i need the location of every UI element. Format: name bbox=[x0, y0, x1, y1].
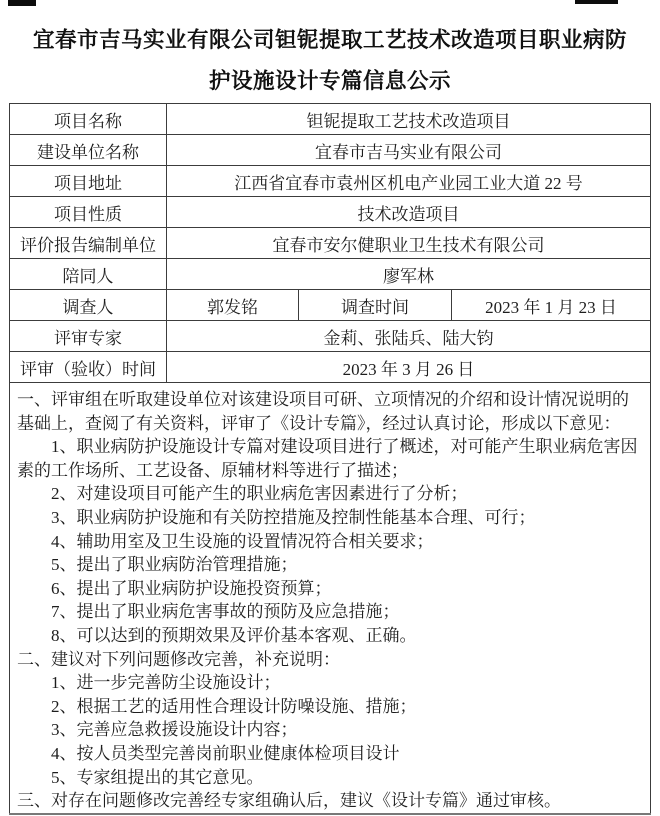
row-label: 评审专家 bbox=[10, 321, 167, 352]
table-row-accompanying-person bbox=[10, 259, 651, 290]
scan-artifact-left bbox=[8, 0, 36, 6]
row-value: 钽铌提取工艺技术改造项目 bbox=[167, 104, 651, 135]
table-row-review-experts bbox=[10, 321, 651, 352]
table-row-review-time bbox=[10, 352, 651, 383]
row-label: 调查时间 bbox=[299, 290, 452, 321]
row-value: 宜春市吉马实业有限公司 bbox=[167, 135, 651, 166]
row-value: 江西省宜春市袁州区机电产业园工业大道 22 号 bbox=[167, 166, 651, 197]
opinion-paragraph: 8、可以达到的预期效果及评价基本客观、正确。 bbox=[51, 625, 417, 645]
opinion-paragraph: 二、建议对下列问题修改完善，补充说明： bbox=[17, 649, 340, 669]
opinion-paragraph: 6、提出了职业病防护设施投资预算； bbox=[51, 578, 332, 598]
table-row-report-unit bbox=[10, 228, 651, 259]
row-label: 评审（验收）时间 bbox=[10, 352, 167, 383]
opinion-paragraph: 2、对建设项目可能产生的职业病危害因素进行了分析； bbox=[51, 484, 468, 504]
info-table bbox=[9, 103, 651, 815]
row-value: 金莉、张陆兵、陆大钧 bbox=[167, 321, 651, 352]
opinion-paragraph: 1、进一步完善防尘设施设计； bbox=[51, 673, 281, 693]
opinion-body bbox=[17, 388, 643, 813]
opinion-paragraph: 3、完善应急救援设施设计内容； bbox=[51, 720, 298, 740]
opinion-paragraph: 4、辅助用室及卫生设施的设置情况符合相关要求； bbox=[51, 531, 434, 551]
table-row-project-name bbox=[10, 104, 651, 135]
row-value: 2023 年 3 月 26 日 bbox=[167, 352, 651, 383]
row-value: 廖军林 bbox=[167, 259, 651, 290]
opinion-cell bbox=[10, 383, 651, 814]
opinion-paragraph: 3、职业病防护设施和有关防控措施及控制性能基本合理、可行； bbox=[51, 507, 536, 527]
table-row-project-address bbox=[10, 166, 651, 197]
row-label: 陪同人 bbox=[10, 259, 167, 290]
page-title bbox=[0, 20, 660, 102]
table-row-construction-unit bbox=[10, 135, 651, 166]
row-label: 调查人 bbox=[10, 290, 167, 321]
opinion-paragraph: 7、提出了职业病危害事故的预防及应急措施； bbox=[51, 602, 400, 622]
opinion-paragraph: 1、职业病防护设施设计专篇对建设项目进行了概述，对可能产生职业病危害因素的工作场所、工艺设备、原辅材料等进行了描述； bbox=[17, 437, 638, 480]
table-row-opinions bbox=[10, 383, 651, 814]
page-title-line-1: 宜春市吉马实业有限公司钽铌提取工艺技术改造项目职业病防 bbox=[32, 28, 627, 52]
opinion-paragraph: 2、根据工艺的适用性合理设计防噪设施、措施； bbox=[51, 696, 417, 716]
row-value: 2023 年 1 月 23 日 bbox=[452, 290, 651, 321]
opinion-paragraph: 4、按人员类型完善岗前职业健康体检项目设计 bbox=[51, 743, 400, 763]
row-label: 项目地址 bbox=[10, 166, 167, 197]
table-row-project-nature bbox=[10, 197, 651, 228]
opinion-paragraph: 三、对存在问题修改完善经专家组确认后，建议《设计专篇》通过审核。 bbox=[17, 791, 561, 811]
row-label: 项目名称 bbox=[10, 104, 167, 135]
row-value: 宜春市安尔健职业卫生技术有限公司 bbox=[167, 228, 651, 259]
opinion-paragraph: 一、评审组在听取建设单位对该建设项目可研、立项情况的介绍和设计情况说明的基础上，查阅了有关资料，评审了《设计专篇》，经过认真讨论，形成以下意见： bbox=[17, 390, 629, 433]
page-title-line-2: 护设施设计专篇信息公示 bbox=[208, 69, 451, 93]
row-value: 郭发铭 bbox=[167, 290, 299, 321]
row-value: 技术改造项目 bbox=[167, 197, 651, 228]
row-label: 项目性质 bbox=[10, 197, 167, 228]
scan-artifact-right bbox=[575, 0, 618, 4]
row-label: 评价报告编制单位 bbox=[10, 228, 167, 259]
table-row-investigator bbox=[10, 290, 651, 321]
row-label: 建设单位名称 bbox=[10, 135, 167, 166]
opinion-paragraph: 5、专家组提出的其它意见。 bbox=[51, 767, 264, 787]
opinion-paragraph: 5、提出了职业病防治管理措施； bbox=[51, 555, 298, 575]
